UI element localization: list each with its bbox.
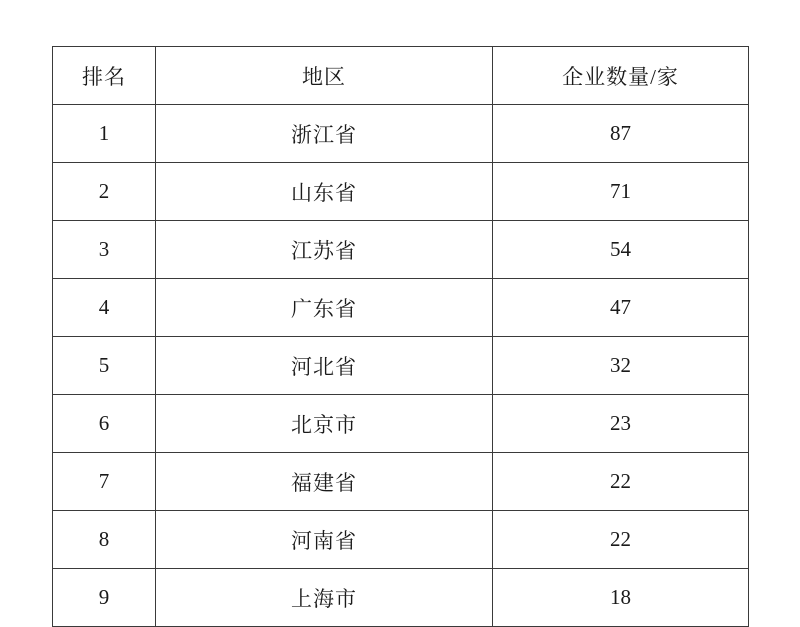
cell-rank: 8 bbox=[53, 511, 156, 569]
cell-count: 54 bbox=[493, 221, 749, 279]
cell-rank: 7 bbox=[53, 453, 156, 511]
cell-count: 32 bbox=[493, 337, 749, 395]
cell-area: 上海市 bbox=[156, 569, 493, 627]
cell-count: 18 bbox=[493, 569, 749, 627]
cell-area: 山东省 bbox=[156, 163, 493, 221]
table-header bbox=[53, 47, 749, 105]
cell-rank: 5 bbox=[53, 337, 156, 395]
cell-rank: 9 bbox=[53, 569, 156, 627]
cell-area: 河南省 bbox=[156, 511, 493, 569]
table-row bbox=[53, 221, 749, 279]
cell-area: 广东省 bbox=[156, 279, 493, 337]
cell-area: 北京市 bbox=[156, 395, 493, 453]
cell-rank: 6 bbox=[53, 395, 156, 453]
table-row bbox=[53, 105, 749, 163]
cell-area: 江苏省 bbox=[156, 221, 493, 279]
column-header-area: 地区 bbox=[156, 47, 493, 105]
ranking-table bbox=[52, 46, 749, 627]
cell-count: 71 bbox=[493, 163, 749, 221]
table-row bbox=[53, 337, 749, 395]
cell-area: 福建省 bbox=[156, 453, 493, 511]
table-row bbox=[53, 163, 749, 221]
table-row bbox=[53, 279, 749, 337]
cell-rank: 4 bbox=[53, 279, 156, 337]
table-header-row bbox=[53, 47, 749, 105]
table-row bbox=[53, 511, 749, 569]
table-body bbox=[53, 105, 749, 627]
cell-area: 河北省 bbox=[156, 337, 493, 395]
cell-count: 23 bbox=[493, 395, 749, 453]
table-row bbox=[53, 453, 749, 511]
column-header-count: 企业数量/家 bbox=[493, 47, 749, 105]
cell-count: 87 bbox=[493, 105, 749, 163]
cell-rank: 1 bbox=[53, 105, 156, 163]
table-row bbox=[53, 569, 749, 627]
column-header-rank: 排名 bbox=[53, 47, 156, 105]
cell-count: 22 bbox=[493, 453, 749, 511]
cell-count: 47 bbox=[493, 279, 749, 337]
cell-area: 浙江省 bbox=[156, 105, 493, 163]
cell-count: 22 bbox=[493, 511, 749, 569]
table-container bbox=[52, 46, 748, 627]
cell-rank: 2 bbox=[53, 163, 156, 221]
table-row bbox=[53, 395, 749, 453]
cell-rank: 3 bbox=[53, 221, 156, 279]
